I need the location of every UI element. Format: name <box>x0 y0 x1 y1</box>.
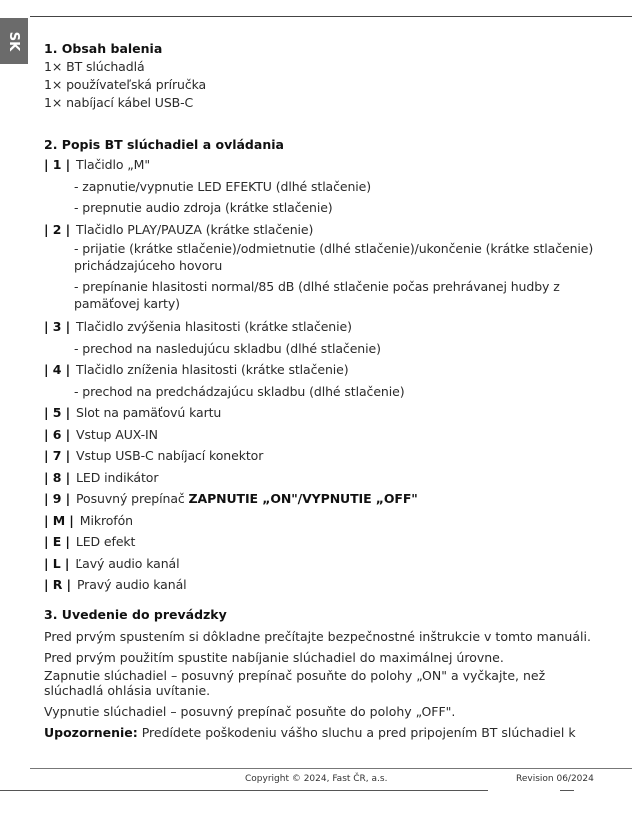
sub-item: - prepínanie hlasitosti normal/85 dB (dlhé stlačenie počas prehrávanej hudby z pamäťovej karty) <box>74 279 560 311</box>
item-number: | E | <box>44 534 70 549</box>
list-item <box>44 531 604 553</box>
page-edge-rule <box>0 790 488 791</box>
list-item <box>44 574 604 596</box>
item-number: | L | <box>44 555 70 571</box>
item-text: Mikrofón <box>79 512 133 528</box>
item-number: | M | <box>44 512 74 528</box>
section-heading: 1. Obsah balenia <box>44 41 163 56</box>
warning-text: Predídete poškodeniu vášho sluchu a pred pripojením BT slúchadiel k <box>137 724 576 740</box>
list-item <box>44 467 604 489</box>
item-number: | 5 | <box>44 405 71 420</box>
item-number: | 6 | <box>44 426 71 442</box>
item-text: Pravý audio kanál <box>76 577 187 592</box>
list-item <box>44 359 604 381</box>
list-item <box>44 219 604 241</box>
language-code: SK <box>6 31 22 51</box>
item-text: Vstup AUX-IN <box>76 426 158 442</box>
paragraph: Pred prvým použitím spustite nabíjanie slúchadiel do maximálnej úrovne. <box>44 649 504 665</box>
list-item <box>44 316 604 338</box>
item-text: LED indikátor <box>76 469 159 485</box>
paragraph: Vypnutie slúchadiel – posuvný prepínač posuňte do polohy „OFF". <box>44 703 456 719</box>
item-text: Tlačidlo zvýšenia hlasitosti (krátke stlačenie) <box>76 319 352 334</box>
item-text: Tlačidlo „M" <box>76 157 150 172</box>
item-number: | 4 | <box>44 362 71 377</box>
item-text: Tlačidlo PLAY/PAUZA (krátke stlačenie) <box>76 221 314 237</box>
item-text: Ľavý audio kanál <box>75 555 180 571</box>
list-item <box>44 445 604 467</box>
sub-item: - prijatie (krátke stlačenie)/odmietnutie (dlhé stlačenie)/ukončenie (krátke stlačenie) prichádzajúceho hovoru <box>74 241 594 273</box>
list-item <box>44 510 604 532</box>
copyright: Copyright © 2024, Fast ČR, a.s. <box>245 774 388 784</box>
revision: Revision 06/2024 <box>516 774 594 784</box>
list-item <box>44 488 604 510</box>
sub-item: - prechod na nasledujúcu skladbu (dlhé stlačenie) <box>74 340 381 356</box>
paragraph: Zapnutie slúchadiel – posuvný prepínač posuňte do polohy „ON" a vyčkajte, než slúchadlá ohlásia uvítanie. <box>44 667 546 698</box>
warning-paragraph <box>44 722 604 743</box>
section-heading: 2. Popis BT slúchadiel a ovládania <box>44 137 284 152</box>
item-number: | 3 | <box>44 319 71 334</box>
item-number: | R | <box>44 577 71 592</box>
item-number: | 9 | <box>44 491 71 506</box>
warning-label: Upozornenie: <box>44 724 138 740</box>
sub-item: - prepnutie audio zdroja (krátke stlačenie) <box>74 200 333 215</box>
item-emphasis: ZAPNUTIE „ON"/VYPNUTIE „OFF" <box>188 491 418 506</box>
list-item: 1× nabíjací kábel USB-C <box>44 95 194 110</box>
top-rule <box>30 16 632 17</box>
footer-rule <box>30 768 632 769</box>
item-text: Slot na pamäťovú kartu <box>76 405 222 420</box>
list-item <box>44 424 604 446</box>
item-number: | 2 | <box>44 221 71 237</box>
manual-content <box>44 40 604 743</box>
sub-item: - zapnutie/vypnutie LED EFEKTU (dlhé stlačenie) <box>74 178 372 194</box>
item-number: | 8 | <box>44 469 71 485</box>
list-item: 1× používateľská príručka <box>44 77 207 92</box>
item-number: | 1 | <box>44 157 71 172</box>
list-item: 1× BT slúchadlá <box>44 59 145 74</box>
section-heading: 3. Uvedenie do prevádzky <box>44 606 227 622</box>
item-text: Tlačidlo zníženia hlasitosti (krátke stlačenie) <box>76 362 349 377</box>
item-text: Posuvný prepínač <box>76 491 189 506</box>
list-item <box>44 402 604 424</box>
language-tab <box>0 18 28 64</box>
paragraph: Pred prvým spustením si dôkladne prečítajte bezpečnostné inštrukcie v tomto manuáli. <box>44 628 591 644</box>
sub-item: - prechod na predchádzajúcu skladbu (dlhé stlačenie) <box>74 383 405 399</box>
item-text: Vstup USB-C nabíjací konektor <box>76 448 264 463</box>
list-item <box>44 154 604 176</box>
item-number: | 7 | <box>44 448 71 463</box>
list-item <box>44 553 604 575</box>
page-edge-mark <box>560 790 574 791</box>
item-text: LED efekt <box>75 534 136 549</box>
